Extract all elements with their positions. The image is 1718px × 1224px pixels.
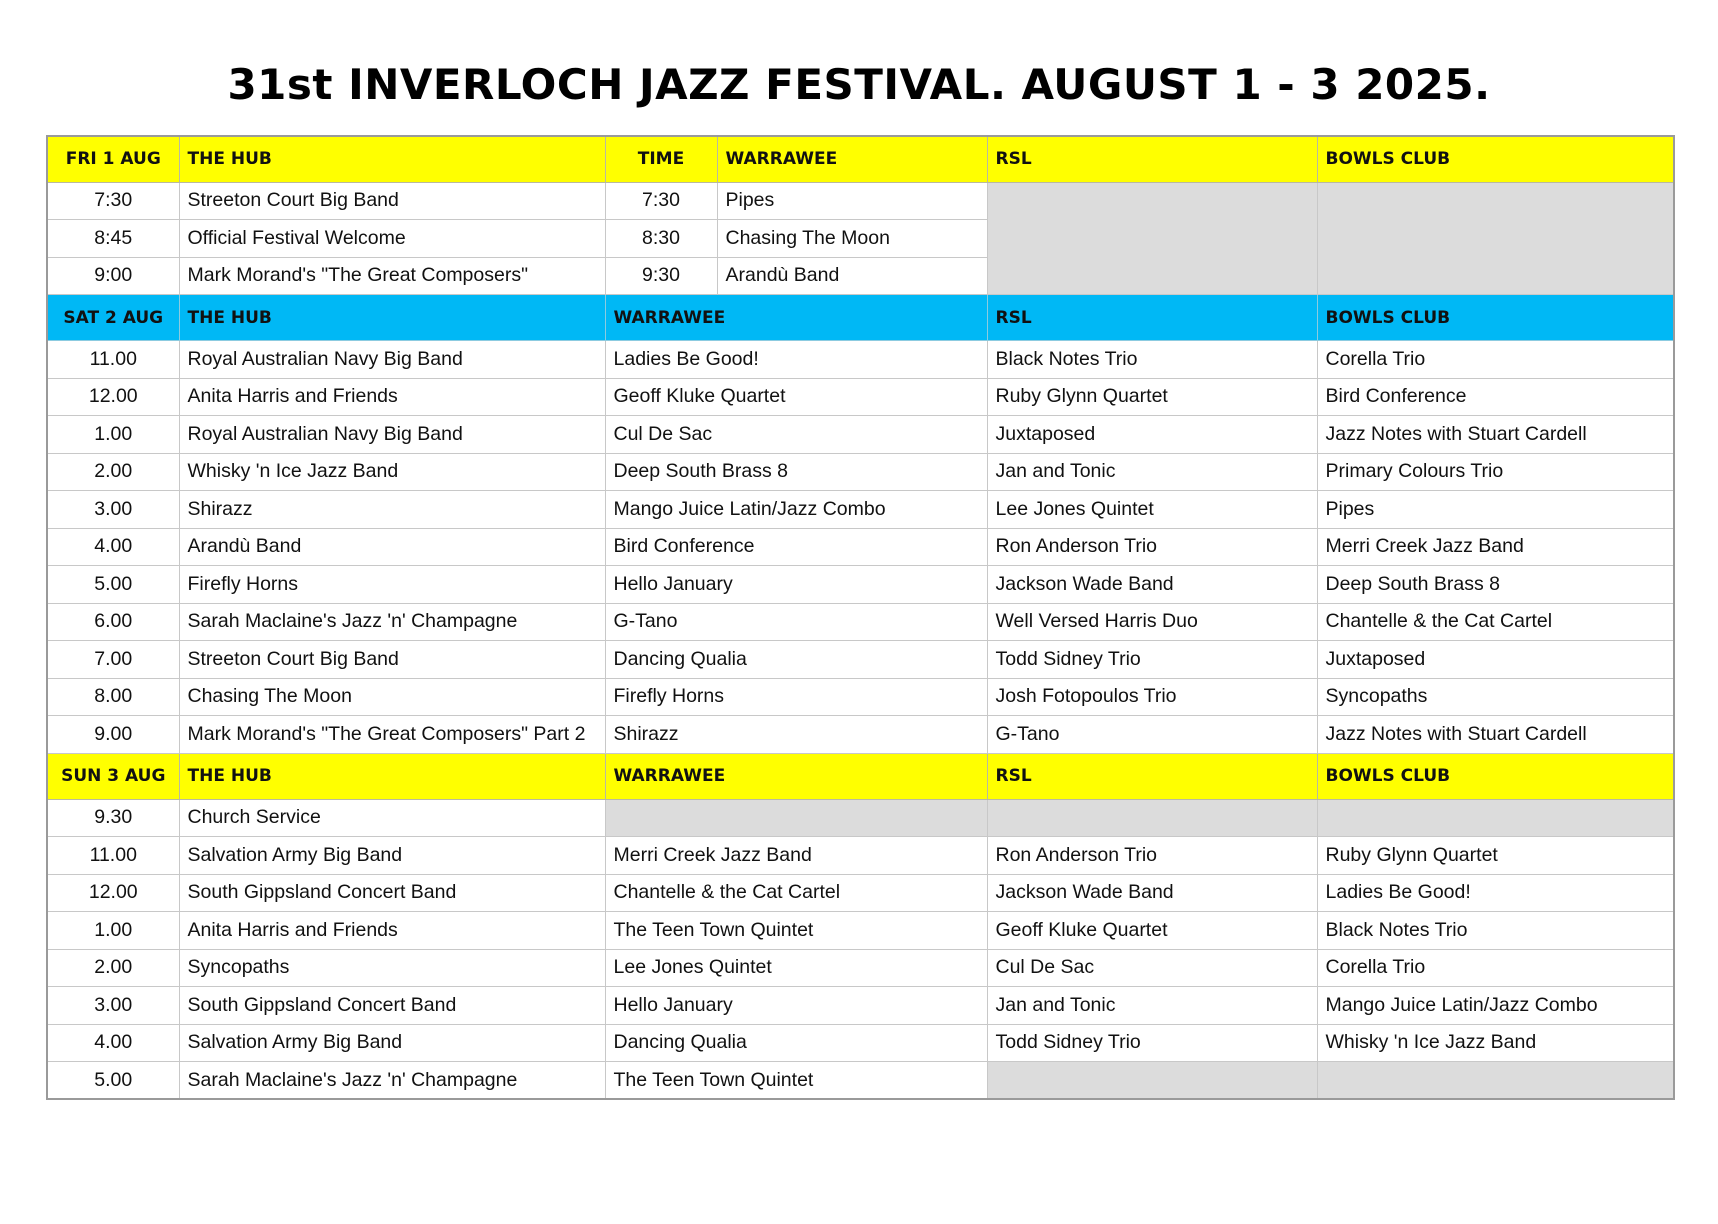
venue-header: WARRAWEE xyxy=(605,295,987,341)
table-row xyxy=(47,1024,1674,1062)
act-cell: Juxtaposed xyxy=(987,416,1317,454)
time-cell: 12.00 xyxy=(47,874,179,912)
venue-header: BOWLS CLUB xyxy=(1317,295,1674,341)
table-row xyxy=(47,378,1674,416)
time-cell: 9.30 xyxy=(47,799,179,837)
act-cell: G-Tano xyxy=(605,603,987,641)
act-cell: Streeton Court Big Band xyxy=(179,641,605,679)
table-row xyxy=(47,874,1674,912)
time-cell: 8.00 xyxy=(47,678,179,716)
time-cell: 8:30 xyxy=(605,220,717,258)
venue-header: WARRAWEE xyxy=(717,136,987,182)
time-cell: 7.00 xyxy=(47,641,179,679)
act-cell: Ladies Be Good! xyxy=(605,341,987,379)
table-row xyxy=(47,528,1674,566)
venue-header: RSL xyxy=(987,753,1317,799)
empty-cell xyxy=(1317,799,1674,837)
table-row xyxy=(47,182,1674,220)
day-header-row xyxy=(47,295,1674,341)
table-row xyxy=(47,716,1674,754)
table-row xyxy=(47,453,1674,491)
act-cell: Sarah Maclaine's Jazz 'n' Champagne xyxy=(179,603,605,641)
venue-header: BOWLS CLUB xyxy=(1317,136,1674,182)
act-cell: Firefly Horns xyxy=(179,566,605,604)
act-cell: Black Notes Trio xyxy=(987,341,1317,379)
table-row xyxy=(47,799,1674,837)
table-row xyxy=(47,641,1674,679)
act-cell: Todd Sidney Trio xyxy=(987,641,1317,679)
act-cell: Mango Juice Latin/Jazz Combo xyxy=(605,491,987,529)
time-cell: 9.00 xyxy=(47,716,179,754)
act-cell: Lee Jones Quintet xyxy=(987,491,1317,529)
table-row xyxy=(47,416,1674,454)
act-cell: Royal Australian Navy Big Band xyxy=(179,341,605,379)
time-cell: 4.00 xyxy=(47,1024,179,1062)
table-row xyxy=(47,678,1674,716)
act-cell: Jan and Tonic xyxy=(987,987,1317,1025)
venue-header: RSL xyxy=(987,295,1317,341)
act-cell: Black Notes Trio xyxy=(1317,912,1674,950)
empty-cell xyxy=(987,799,1317,837)
day-header-row xyxy=(47,753,1674,799)
time-cell: 12.00 xyxy=(47,378,179,416)
act-cell: Chasing The Moon xyxy=(717,220,987,258)
empty-cell xyxy=(605,799,987,837)
act-cell: Chantelle & the Cat Cartel xyxy=(1317,603,1674,641)
act-cell: Geoff Kluke Quartet xyxy=(987,912,1317,950)
act-cell: Pipes xyxy=(1317,491,1674,529)
table-row xyxy=(47,566,1674,604)
act-cell: Official Festival Welcome xyxy=(179,220,605,258)
act-cell: Syncopaths xyxy=(1317,678,1674,716)
page-title: 31st INVERLOCH JAZZ FESTIVAL. AUGUST 1 - 3 2025. xyxy=(227,60,1491,109)
time-cell: 8:45 xyxy=(47,220,179,258)
act-cell: Shirazz xyxy=(179,491,605,529)
venue-header: THE HUB xyxy=(179,136,605,182)
venue-header: THE HUB xyxy=(179,295,605,341)
act-cell: Shirazz xyxy=(605,716,987,754)
day-label: SAT 2 AUG xyxy=(47,295,179,341)
act-cell: Streeton Court Big Band xyxy=(179,182,605,220)
act-cell: Arandù Band xyxy=(179,528,605,566)
act-cell: Anita Harris and Friends xyxy=(179,378,605,416)
act-cell: Deep South Brass 8 xyxy=(605,453,987,491)
act-cell: Ron Anderson Trio xyxy=(987,837,1317,875)
act-cell: G-Tano xyxy=(987,716,1317,754)
act-cell: Corella Trio xyxy=(1317,949,1674,987)
act-cell: Todd Sidney Trio xyxy=(987,1024,1317,1062)
time-cell: 11.00 xyxy=(47,341,179,379)
act-cell: Corella Trio xyxy=(1317,341,1674,379)
act-cell: Josh Fotopoulos Trio xyxy=(987,678,1317,716)
act-cell: Merri Creek Jazz Band xyxy=(605,837,987,875)
table-row xyxy=(47,341,1674,379)
act-cell: Deep South Brass 8 xyxy=(1317,566,1674,604)
empty-cell xyxy=(1317,1062,1674,1100)
table-row xyxy=(47,987,1674,1025)
time-cell: 2.00 xyxy=(47,949,179,987)
day-label: SUN 3 AUG xyxy=(47,753,179,799)
act-cell: Firefly Horns xyxy=(605,678,987,716)
act-cell: Well Versed Harris Duo xyxy=(987,603,1317,641)
act-cell: Jazz Notes with Stuart Cardell xyxy=(1317,716,1674,754)
act-cell: Anita Harris and Friends xyxy=(179,912,605,950)
time-cell: 3.00 xyxy=(47,491,179,529)
act-cell: Merri Creek Jazz Band xyxy=(1317,528,1674,566)
day-header-row xyxy=(47,136,1674,182)
act-cell: Chantelle & the Cat Cartel xyxy=(605,874,987,912)
act-cell: Lee Jones Quintet xyxy=(605,949,987,987)
act-cell: Sarah Maclaine's Jazz 'n' Champagne xyxy=(179,1062,605,1100)
venue-header: RSL xyxy=(987,136,1317,182)
time-cell: 11.00 xyxy=(47,837,179,875)
act-cell: Syncopaths xyxy=(179,949,605,987)
act-cell: Geoff Kluke Quartet xyxy=(605,378,987,416)
act-cell: Cul De Sac xyxy=(987,949,1317,987)
venue-header: WARRAWEE xyxy=(605,753,987,799)
venue-header: THE HUB xyxy=(179,753,605,799)
act-cell: Hello January xyxy=(605,987,987,1025)
table-row xyxy=(47,912,1674,950)
act-cell: The Teen Town Quintet xyxy=(605,912,987,950)
empty-cell xyxy=(1317,182,1674,295)
time-cell: 5.00 xyxy=(47,566,179,604)
act-cell: Hello January xyxy=(605,566,987,604)
act-cell: South Gippsland Concert Band xyxy=(179,987,605,1025)
time-cell: 7:30 xyxy=(47,182,179,220)
time-cell: 9:00 xyxy=(47,257,179,295)
act-cell: Juxtaposed xyxy=(1317,641,1674,679)
act-cell: Salvation Army Big Band xyxy=(179,837,605,875)
festival-schedule-table xyxy=(46,135,1675,1100)
time-cell: 7:30 xyxy=(605,182,717,220)
time-cell: 5.00 xyxy=(47,1062,179,1100)
act-cell: Bird Conference xyxy=(1317,378,1674,416)
act-cell: Jackson Wade Band xyxy=(987,874,1317,912)
time-cell: 4.00 xyxy=(47,528,179,566)
act-cell: Mango Juice Latin/Jazz Combo xyxy=(1317,987,1674,1025)
act-cell: Chasing The Moon xyxy=(179,678,605,716)
act-cell: Whisky 'n Ice Jazz Band xyxy=(179,453,605,491)
act-cell: Royal Australian Navy Big Band xyxy=(179,416,605,454)
act-cell: Dancing Qualia xyxy=(605,1024,987,1062)
act-cell: Ron Anderson Trio xyxy=(987,528,1317,566)
table-row xyxy=(47,491,1674,529)
act-cell: Ruby Glynn Quartet xyxy=(987,378,1317,416)
time-cell: 1.00 xyxy=(47,416,179,454)
time-header: TIME xyxy=(605,136,717,182)
time-cell: 9:30 xyxy=(605,257,717,295)
act-cell: Jackson Wade Band xyxy=(987,566,1317,604)
empty-cell xyxy=(987,182,1317,295)
act-cell: Cul De Sac xyxy=(605,416,987,454)
act-cell: Ruby Glynn Quartet xyxy=(1317,837,1674,875)
act-cell: Mark Morand's "The Great Composers" xyxy=(179,257,605,295)
act-cell: Bird Conference xyxy=(605,528,987,566)
table-row xyxy=(47,1062,1674,1100)
empty-cell xyxy=(987,1062,1317,1100)
table-row xyxy=(47,837,1674,875)
day-label: FRI 1 AUG xyxy=(47,136,179,182)
act-cell: The Teen Town Quintet xyxy=(605,1062,987,1100)
act-cell: Ladies Be Good! xyxy=(1317,874,1674,912)
time-cell: 6.00 xyxy=(47,603,179,641)
time-cell: 1.00 xyxy=(47,912,179,950)
act-cell: Arandù Band xyxy=(717,257,987,295)
act-cell: Jan and Tonic xyxy=(987,453,1317,491)
act-cell: Whisky 'n Ice Jazz Band xyxy=(1317,1024,1674,1062)
act-cell: Jazz Notes with Stuart Cardell xyxy=(1317,416,1674,454)
table-row xyxy=(47,603,1674,641)
act-cell: Dancing Qualia xyxy=(605,641,987,679)
act-cell: Mark Morand's "The Great Composers" Part 2 xyxy=(179,716,605,754)
venue-header: BOWLS CLUB xyxy=(1317,753,1674,799)
act-cell: South Gippsland Concert Band xyxy=(179,874,605,912)
act-cell: Salvation Army Big Band xyxy=(179,1024,605,1062)
time-cell: 3.00 xyxy=(47,987,179,1025)
time-cell: 2.00 xyxy=(47,453,179,491)
act-cell: Pipes xyxy=(717,182,987,220)
act-cell: Church Service xyxy=(179,799,605,837)
act-cell: Primary Colours Trio xyxy=(1317,453,1674,491)
table-row xyxy=(47,949,1674,987)
